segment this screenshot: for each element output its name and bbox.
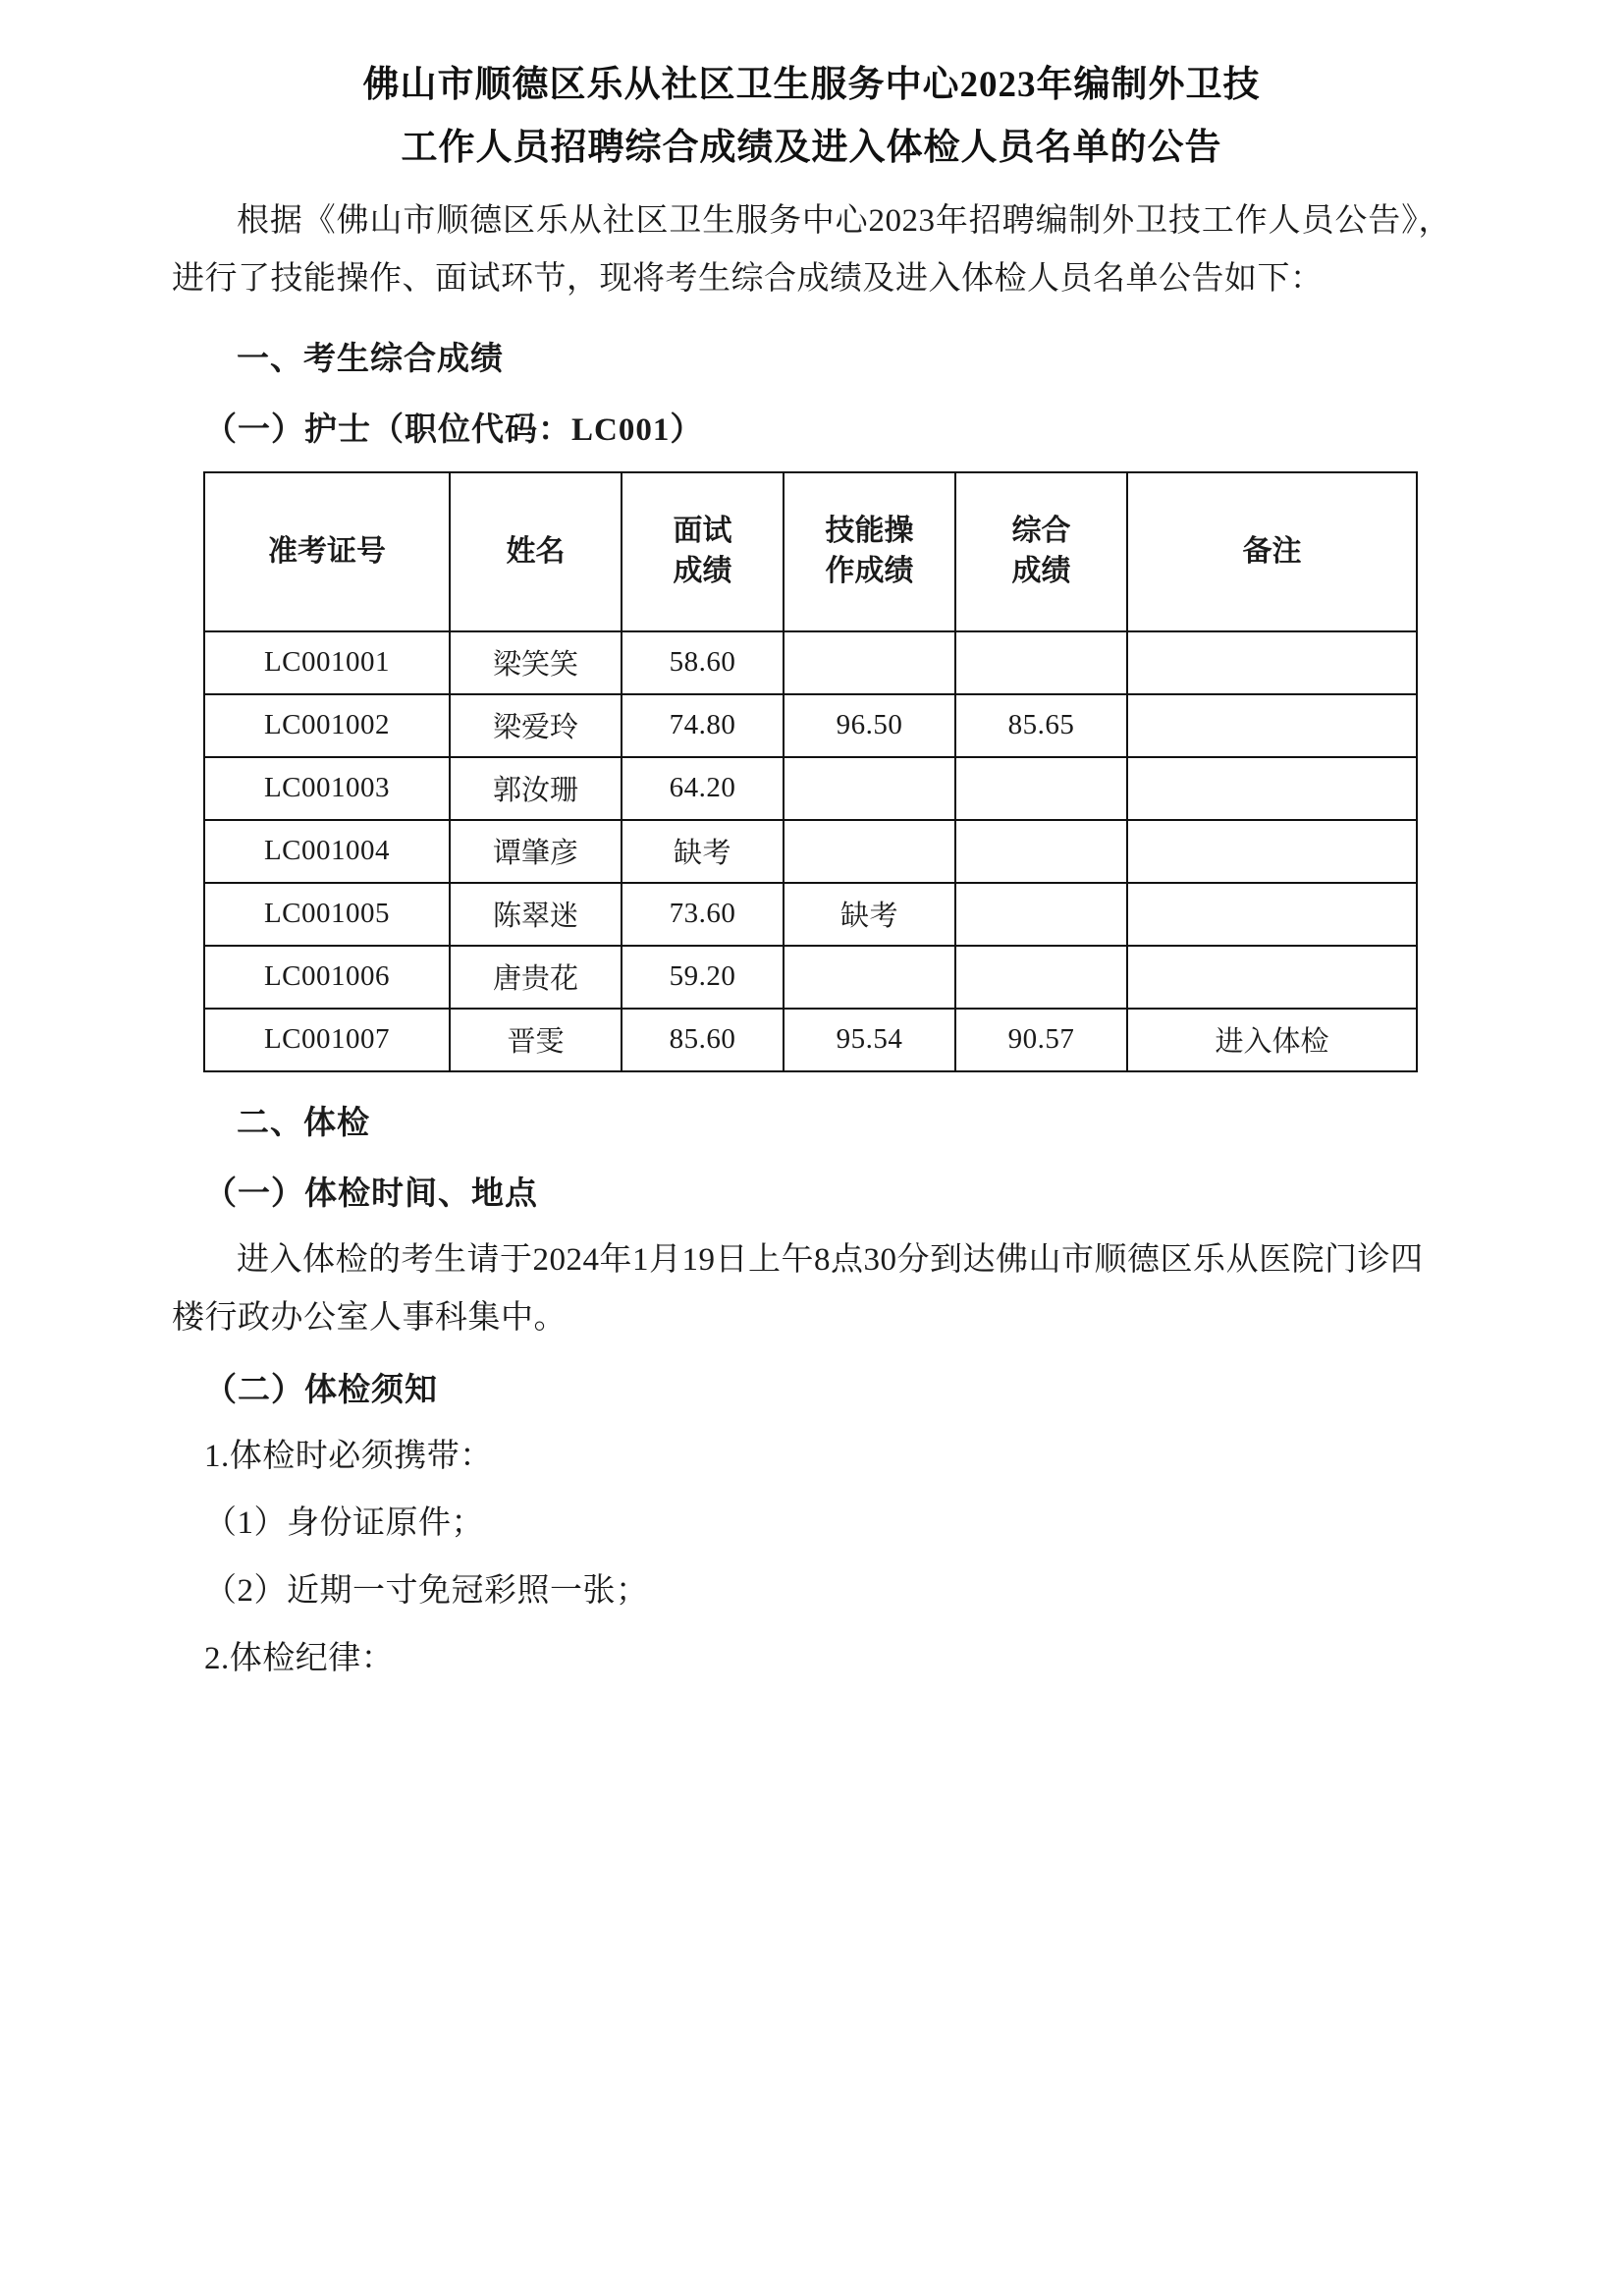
cell-interview-score: 缺考	[622, 820, 784, 883]
cell-remark	[1127, 883, 1417, 946]
table-row	[204, 757, 1417, 820]
cell-skill-score	[784, 757, 955, 820]
cell-interview-score: 73.60	[622, 883, 784, 946]
table-row	[204, 883, 1417, 946]
cell-remark	[1127, 946, 1417, 1009]
cell-exam-id: LC001005	[204, 883, 450, 946]
cell-interview-score: 59.20	[622, 946, 784, 1009]
column-header-skill-score: 技能操 作成绩	[784, 472, 955, 631]
column-header-remark: 备注	[1127, 472, 1417, 631]
exam-time-paragraph: 进入体检的考生请于2024年1月19日上午8点30分到达佛山市顺德区乐从医院门诊四楼行政办公室人事科集中。	[172, 1242, 1424, 1336]
cell-total-score	[955, 946, 1127, 1009]
cell-interview-score: 85.60	[622, 1009, 784, 1071]
notice-item-1: 1.体检时必须携带：	[204, 1438, 493, 1474]
section-subheading-nurse: （一）护士（职位代码：LC001）	[204, 411, 704, 448]
cell-name: 晋雯	[450, 1009, 622, 1071]
cell-remark	[1127, 757, 1417, 820]
table-row	[204, 1009, 1417, 1071]
cell-exam-id: LC001003	[204, 757, 450, 820]
cell-name: 唐贵花	[450, 946, 622, 1009]
section-heading-two: 二、体检	[237, 1105, 370, 1141]
cell-remark	[1127, 694, 1417, 757]
cell-name: 梁笑笑	[450, 631, 622, 694]
intro-paragraph: 根据《佛山市顺德区乐从社区卫生服务中心2023年招聘编制外卫技工作人员公告》，进行了技能操作、面试环节，现将考生综合成绩及进入体检人员名单公告如下：	[172, 203, 1451, 297]
column-header-total-score: 综合 成绩	[955, 472, 1127, 631]
cell-interview-score: 64.20	[622, 757, 784, 820]
cell-exam-id: LC001002	[204, 694, 450, 757]
cell-skill-score	[784, 946, 955, 1009]
cell-exam-id: LC001006	[204, 946, 450, 1009]
table-row	[204, 631, 1417, 694]
cell-total-score	[955, 757, 1127, 820]
cell-name: 陈翠迷	[450, 883, 622, 946]
column-header-name: 姓名	[450, 472, 622, 631]
cell-interview-score: 74.80	[622, 694, 784, 757]
table-row	[204, 694, 1417, 757]
cell-skill-score: 96.50	[784, 694, 955, 757]
table-row	[204, 946, 1417, 1009]
column-header-interview-score: 面试 成绩	[622, 472, 784, 631]
title-line-1: 佛山市顺德区乐从社区卫生服务中心2023年编制外卫技	[362, 65, 1261, 105]
cell-total-score	[955, 883, 1127, 946]
notice-item-1-1: （1）身份证原件；	[204, 1505, 484, 1542]
cell-remark	[1127, 631, 1417, 694]
cell-skill-score	[784, 820, 955, 883]
cell-exam-id: LC001001	[204, 631, 450, 694]
notice-item-2: 2.体检纪律：	[204, 1640, 395, 1676]
cell-total-score	[955, 820, 1127, 883]
cell-total-score: 90.57	[955, 1009, 1127, 1071]
table-row	[204, 820, 1417, 883]
cell-skill-score: 缺考	[784, 883, 955, 946]
notice-item-1-2: （2）近期一寸免冠彩照一张；	[204, 1573, 649, 1610]
title-line-2: 工作人员招聘综合成绩及进入体检人员名单的公告	[401, 127, 1222, 168]
page-title	[172, 54, 1451, 179]
column-header-exam-id: 准考证号	[204, 472, 450, 631]
cell-exam-id: LC001004	[204, 820, 450, 883]
cell-remark: 进入体检	[1127, 1009, 1417, 1071]
cell-total-score: 85.65	[955, 694, 1127, 757]
cell-name: 梁爱玲	[450, 694, 622, 757]
section-subheading-exam-time: （一）体检时间、地点	[204, 1176, 538, 1212]
cell-name: 郭汝珊	[450, 757, 622, 820]
cell-remark	[1127, 820, 1417, 883]
cell-exam-id: LC001007	[204, 1009, 450, 1071]
cell-skill-score	[784, 631, 955, 694]
cell-total-score	[955, 631, 1127, 694]
cell-name: 谭肇彦	[450, 820, 622, 883]
cell-skill-score: 95.54	[784, 1009, 955, 1071]
cell-interview-score: 58.60	[622, 631, 784, 694]
section-subheading-exam-notice: （二）体检须知	[204, 1372, 438, 1408]
scores-table	[203, 471, 1418, 1072]
table-header-row	[204, 472, 1417, 631]
section-heading-one: 一、考生综合成绩	[237, 341, 504, 377]
